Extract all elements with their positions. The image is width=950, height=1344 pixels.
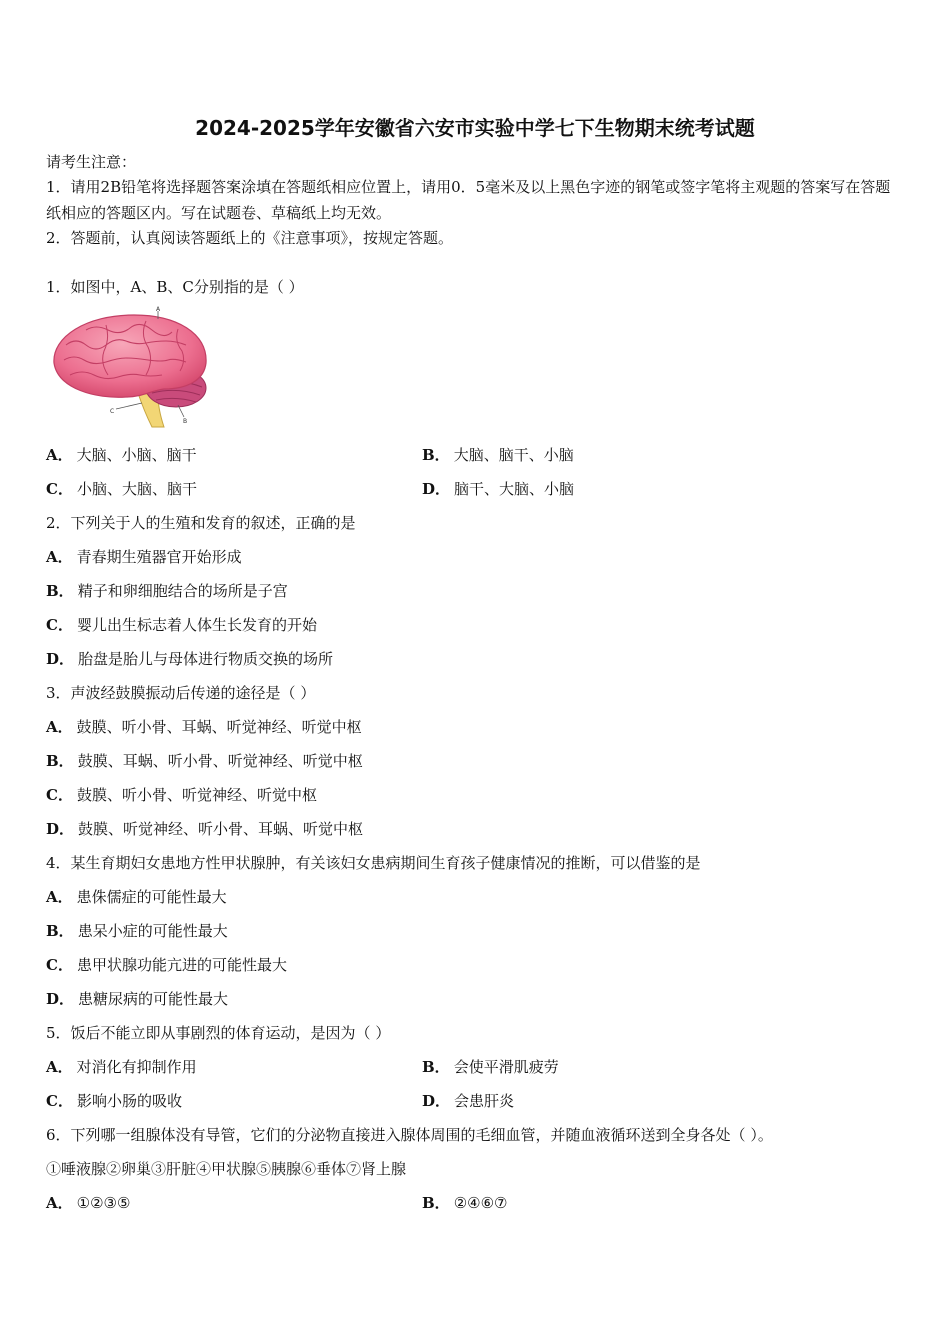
q3-option-c [46, 785, 317, 805]
q1-option-row-2 [46, 479, 575, 499]
q1-option-d [422, 479, 574, 499]
q5-option-row-2 [46, 1091, 515, 1111]
q5-option-b [422, 1057, 559, 1077]
option-text: 婴儿出生标志着人体生长发育的开始 [76, 616, 317, 634]
brain-illustration [46, 305, 216, 430]
option-label: B． [46, 752, 74, 770]
figure-label-c: C [110, 408, 115, 415]
q5-option-d [422, 1091, 514, 1111]
option-text: 青春期生殖器官开始形成 [76, 548, 242, 566]
option-text: 小脑、大脑、脑干 [76, 480, 197, 498]
option-text: 脑干、大脑、小脑 [454, 480, 575, 498]
question-5-stem: 5．饭后不能立即从事剧烈的体育运动，是因为（ ） [46, 1024, 391, 1042]
q1-option-row-1 [46, 445, 574, 465]
option-text: 影响小肠的吸收 [76, 1092, 182, 1110]
figure-label-b: B [183, 418, 188, 425]
q2-option-b [46, 581, 288, 601]
option-text: 胎盘是胎儿与母体进行物质交换的场所 [78, 650, 334, 668]
option-text: 精子和卵细胞结合的场所是子宫 [77, 582, 288, 600]
q3-option-a [46, 717, 362, 737]
exam-title: 2024-2025学年安徽省六安市实验中学七下生物期末统考试题 [195, 116, 755, 140]
question-4-stem: 4．某生育期妇女患地方性甲状腺肿，有关该妇女患病期间生育孩子健康情况的推断，可以借鉴的是 [46, 854, 701, 872]
option-label: B． [422, 1058, 450, 1076]
option-text: 大脑、脑干、小脑 [453, 446, 574, 464]
figure-label-a: A [156, 306, 161, 313]
option-text: 患糖尿病的可能性最大 [78, 990, 229, 1008]
q4-option-c [46, 955, 287, 975]
brain-figure [46, 305, 216, 430]
option-text: 会使平滑肌疲劳 [453, 1058, 559, 1076]
question-1-stem: 1．如图中，A、B、C分别指的是（ ） [46, 278, 304, 296]
option-text: 患呆小症的可能性最大 [77, 922, 228, 940]
q4-option-d [46, 989, 228, 1009]
option-text: 患甲状腺功能亢进的可能性最大 [76, 956, 287, 974]
option-text: 鼓膜、耳蜗、听小骨、听觉神经、听觉中枢 [77, 752, 363, 770]
notice-item-1: 1．请用2B铅笔将选择题答案涂填在答题纸相应位置上，请用0．5毫米及以上黑色字迹的钢笔或签字笔将主观题的答案写在答题纸相应的答题区内。写在试题卷、草稿纸上均无效。 [46, 178, 891, 222]
question-6-sub: ①唾液腺②卵巢③肝脏④甲状腺⑤胰腺⑥垂体⑦肾上腺 [46, 1160, 407, 1178]
q5-option-row-1 [46, 1057, 559, 1077]
option-text: 患侏儒症的可能性最大 [76, 888, 227, 906]
option-label: B． [46, 582, 74, 600]
option-label: C． [46, 616, 73, 634]
option-text: 大脑、小脑、脑干 [76, 446, 197, 464]
option-label: C． [46, 956, 73, 974]
option-label: A． [46, 548, 73, 566]
option-label: D． [46, 990, 75, 1008]
question-3-stem: 3．声波经鼓膜振动后传递的途径是（ ） [46, 684, 316, 702]
option-text: 鼓膜、听小骨、耳蜗、听觉神经、听觉中枢 [76, 718, 362, 736]
option-label: A． [46, 446, 73, 464]
question-6-stem: 6．下列哪一组腺体没有导管，它们的分泌物直接进入腺体周围的毛细血管，并随血液循环送到全身各处（ ）。 [46, 1126, 773, 1144]
q2-option-a [46, 547, 242, 567]
q4-option-b [46, 921, 228, 941]
option-label: D． [46, 650, 75, 668]
option-label: A． [46, 888, 73, 906]
option-text: ①②③⑤ [76, 1194, 131, 1212]
q1-option-b [422, 445, 574, 465]
option-label: A． [46, 718, 73, 736]
q6-option-row-1 [46, 1193, 508, 1213]
option-label: A． [46, 1058, 73, 1076]
option-label: C． [46, 1092, 73, 1110]
notice-item-2: 2．答题前，认真阅读答题纸上的《注意事项》，按规定答题。 [46, 229, 454, 247]
option-label: B． [46, 922, 74, 940]
option-label: D． [46, 820, 75, 838]
question-2-stem: 2．下列关于人的生殖和发育的叙述，正确的是 [46, 514, 356, 532]
option-label: B． [422, 1194, 450, 1212]
option-label: D． [422, 1092, 451, 1110]
option-label: A． [46, 1194, 73, 1212]
q2-option-d [46, 649, 333, 669]
option-text: 鼓膜、听小骨、听觉神经、听觉中枢 [76, 786, 317, 804]
q3-option-b [46, 751, 363, 771]
option-text: 会患肝炎 [454, 1092, 515, 1110]
option-text: 鼓膜、听觉神经、听小骨、耳蜗、听觉中枢 [78, 820, 364, 838]
option-label: D． [422, 480, 451, 498]
q6-option-b [422, 1193, 507, 1213]
q3-option-d [46, 819, 363, 839]
notice-heading: 请考生注意： [46, 153, 137, 171]
q4-option-a [46, 887, 227, 907]
option-label: C． [46, 786, 73, 804]
option-text: 对消化有抑制作用 [76, 1058, 197, 1076]
option-label: B． [422, 446, 450, 464]
option-text: ②④⑥⑦ [453, 1194, 508, 1212]
option-label: C． [46, 480, 73, 498]
q2-option-c [46, 615, 317, 635]
